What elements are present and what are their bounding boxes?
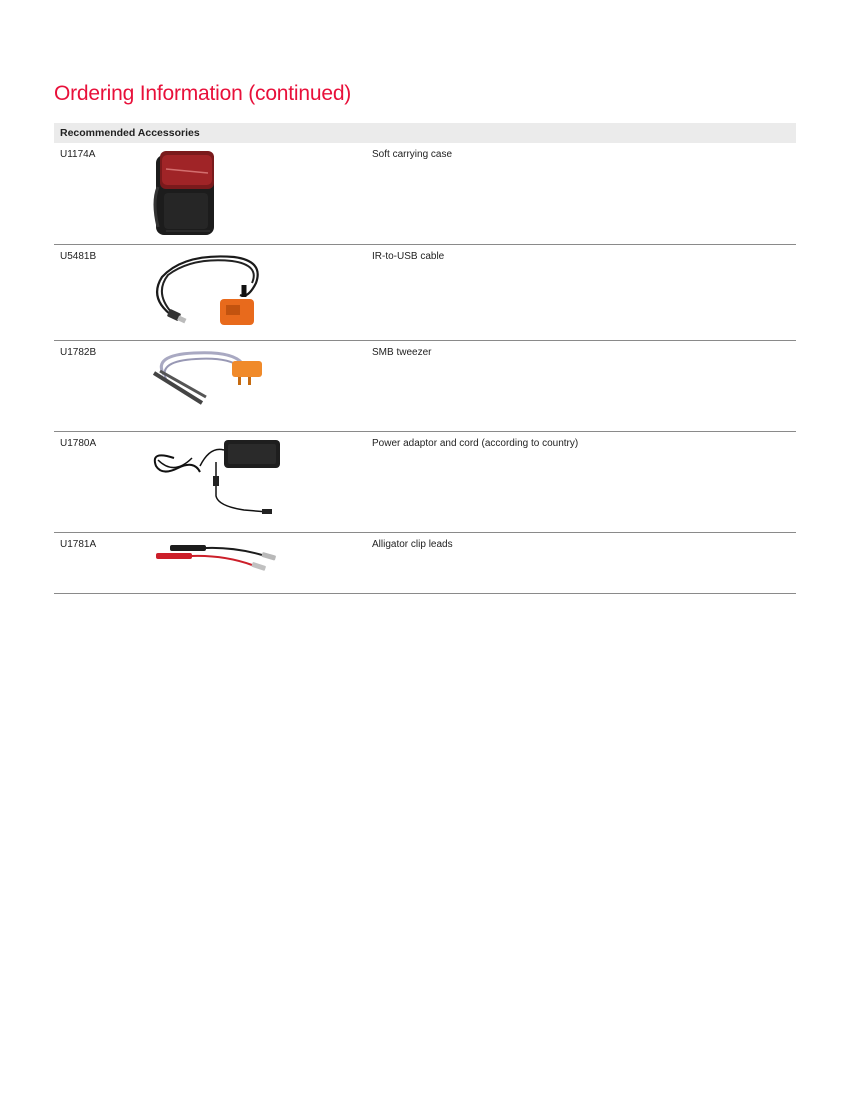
table-row xyxy=(54,341,796,432)
product-description: Soft carrying case xyxy=(372,149,453,160)
product-description: Alligator clip leads xyxy=(372,539,453,550)
table-row xyxy=(54,533,796,594)
table-row xyxy=(54,432,796,533)
product-description: SMB tweezer xyxy=(372,347,432,358)
table-row xyxy=(54,245,796,341)
product-description: Power adaptor and cord (according to country) xyxy=(372,438,579,449)
accessories-table xyxy=(54,123,796,594)
product-code: U1781A xyxy=(60,539,97,550)
product-code: U1174A xyxy=(60,149,96,160)
product-code: U1780A xyxy=(60,438,97,449)
page-title: Ordering Information (continued) xyxy=(54,82,352,105)
carrying-case-image xyxy=(144,147,234,239)
product-description: IR-to-USB cable xyxy=(372,251,445,262)
alligator-clip-image xyxy=(144,537,284,577)
product-code: U1782B xyxy=(60,347,97,358)
table-row xyxy=(54,143,796,245)
power-adaptor-image xyxy=(144,436,284,524)
table-header: Recommended Accessories xyxy=(54,123,796,143)
ir-usb-cable-image xyxy=(144,249,274,334)
product-code: U5481B xyxy=(60,251,97,262)
smb-tweezer-image xyxy=(144,345,284,423)
